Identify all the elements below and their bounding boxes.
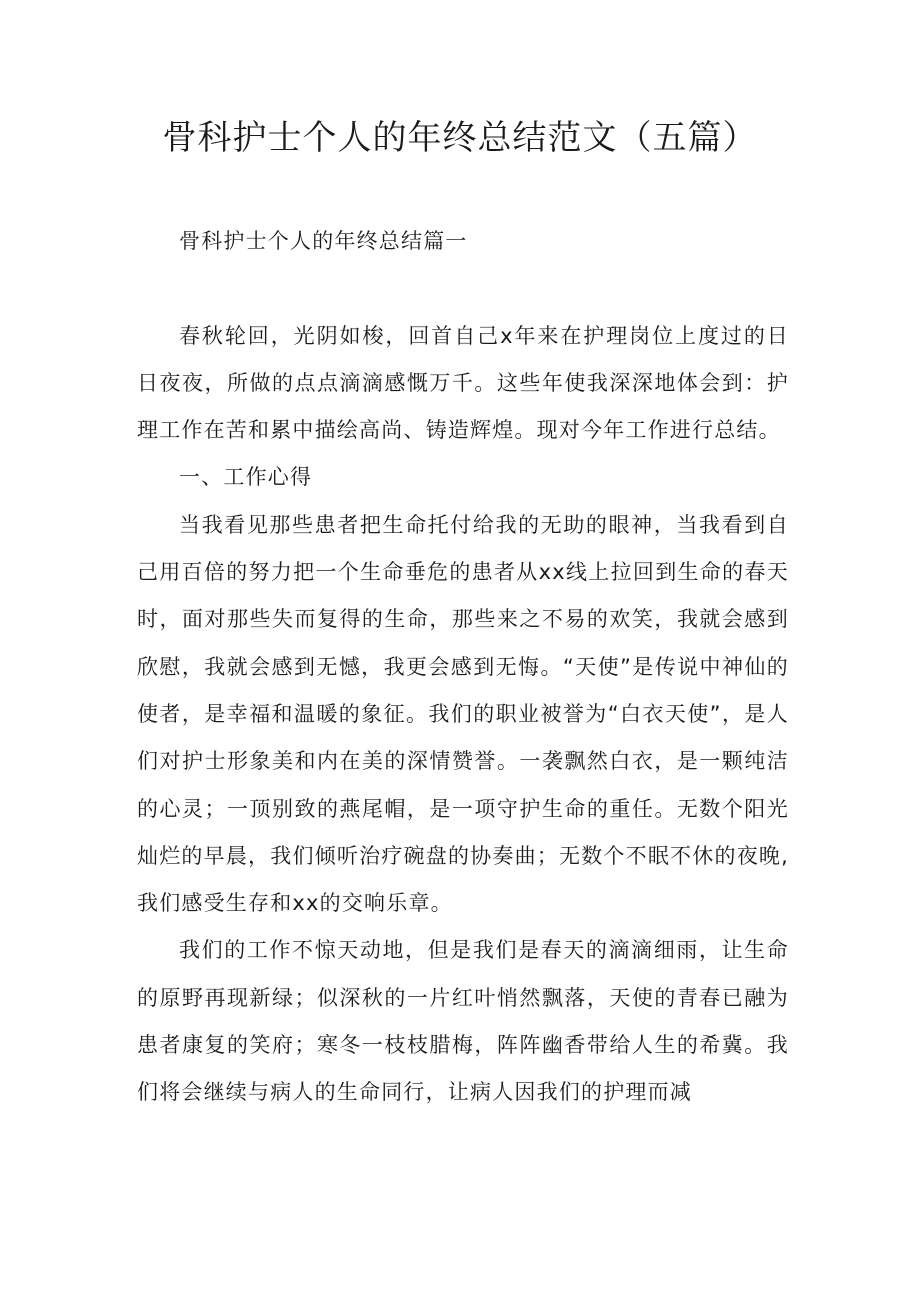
paragraph-our-work: 我们的工作不惊天动地，但是我们是春天的滴滴细雨，让生命的原野再现新绿；似深秋的一片红叶悄然飘落，天使的青春已融为患者康复的笑府；寒冬一枝枝腊梅，阵阵幽香带给人生的希冀。我们将会继续与病人的生命同行，让病人因我们的护理而减 (137, 938, 789, 1105)
section-subtitle: 骨科护士个人的年终总结篇一 (179, 229, 468, 253)
section-heading-work-experience: 一、工作心得 (179, 465, 313, 490)
blank-line (137, 265, 789, 312)
document-title: 骨科护士个人的年终总结范文（五篇） (162, 118, 758, 158)
paragraph-intro: 春秋轮回，光阴如梭，回首自己x年来在护理岗位上度过的日日夜夜，所做的点点滴滴感慨万千。这些年使我深深地体会到：护理工作在苦和累中描绘高尚、铸造辉煌。现对今年工作进行总结。 (137, 323, 789, 443)
paragraph-angel: 当我看见那些患者把生命托付给我的无助的眼神，当我看到自己用百倍的努力把一个生命垂危的患者从xx线上拉回到生命的春天时，面对那些失而复得的生命，那些来之不易的欢笑，我就会感到欣慰，我就会感到无憾，我更会感到无悔。“天使”是传说中神仙的使者，是幸福和温暖的象征。我们的职业被誉为“白衣天使”，是人们对护士形象美和内在美的深情赞誉。一袭飘然白衣，是一颗纯洁的心灵；一顶别致的燕尾帽，是一项守护生命的重任。无数个阳光灿烂的早晨，我们倾听治疗碗盘的协奏曲；无数个不眠不休的夜晚,我们感受生存和xx的交响乐章。 (137, 512, 789, 916)
document-body (137, 218, 789, 1117)
